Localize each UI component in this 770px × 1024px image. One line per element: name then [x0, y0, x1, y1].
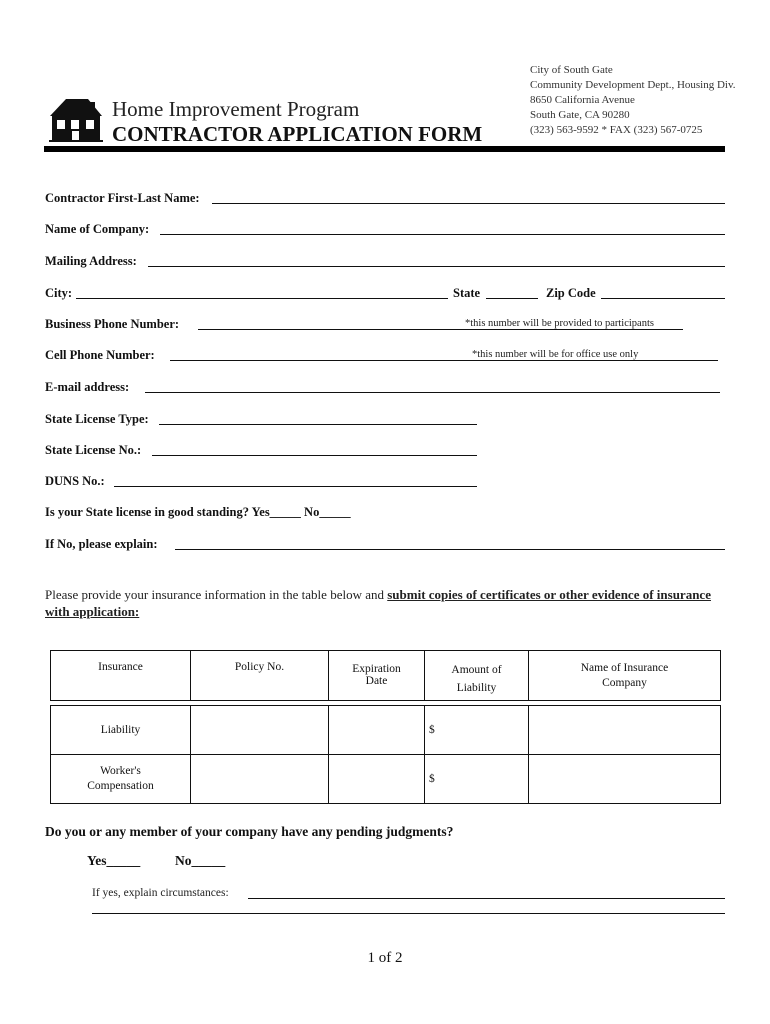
- insurance-table: [50, 650, 721, 804]
- header-expiration-date: Expiration Date: [329, 651, 425, 701]
- mailing-address-label: Mailing Address:: [45, 254, 137, 268]
- address-line: Community Development Dept., Housing Div.: [530, 79, 736, 91]
- company-label: Name of Company:: [45, 222, 150, 236]
- license-no-field[interactable]: [152, 455, 477, 456]
- state-label: State: [453, 286, 481, 300]
- insurance-company-cell[interactable]: [529, 755, 721, 804]
- license-type-label: State License Type:: [45, 412, 149, 426]
- judgments-explain-label: If yes, explain circumstances:: [92, 887, 229, 899]
- insurance-intro: Please provide your insurance information in the table below and: [45, 587, 388, 602]
- page-number: 1 of 2: [367, 950, 403, 966]
- policy-no-cell[interactable]: [191, 755, 329, 804]
- zip-label: Zip Code: [546, 286, 596, 300]
- city-label: City:: [45, 286, 73, 300]
- insurance-company-cell[interactable]: [529, 706, 721, 755]
- header-divider: [44, 146, 725, 152]
- zip-field[interactable]: [601, 298, 725, 299]
- table-row: [51, 706, 721, 755]
- insurance-type-cell: Worker's Compensation: [51, 755, 191, 804]
- program-title: Home Improvement Program: [112, 97, 360, 121]
- address-line: 8650 California Avenue: [530, 94, 635, 106]
- table-row: [51, 755, 721, 804]
- judgments-no[interactable]: No_____: [175, 853, 226, 868]
- address-line: (323) 563-9592 * FAX (323) 567-0725: [530, 124, 703, 136]
- insurance-instructions: [45, 586, 730, 620]
- judgments-explain-field[interactable]: [248, 898, 725, 899]
- insurance-type-cell: Liability: [51, 706, 191, 755]
- explain-label: If No, please explain:: [45, 537, 158, 551]
- insurance-intro-emphasis: submit copies of certificates or other evidence of insurance with application:: [45, 587, 711, 619]
- cell-phone-label: Cell Phone Number:: [45, 348, 155, 362]
- cell-phone-note: *this number will be for office use only: [472, 349, 639, 360]
- license-type-field[interactable]: [159, 424, 477, 425]
- business-phone-label: Business Phone Number:: [45, 317, 180, 331]
- business-phone-note: *this number will be provided to participants: [465, 318, 654, 329]
- company-field[interactable]: [160, 234, 725, 235]
- mailing-address-field[interactable]: [148, 266, 725, 267]
- policy-no-cell[interactable]: [191, 706, 329, 755]
- contractor-name-label: Contractor First-Last Name:: [45, 191, 200, 205]
- address-line: City of South Gate: [530, 64, 613, 76]
- contractor-name-field[interactable]: [212, 203, 725, 204]
- address-line: South Gate, CA 90280: [530, 109, 630, 121]
- duns-field[interactable]: [114, 486, 477, 487]
- email-label: E-mail address:: [45, 380, 130, 394]
- city-field[interactable]: [76, 298, 448, 299]
- judgments-yes[interactable]: Yes_____: [87, 853, 141, 868]
- expiration-date-cell[interactable]: [329, 755, 425, 804]
- header-insurance-company: Name of Insurance Company: [529, 651, 721, 701]
- expiration-date-cell[interactable]: [329, 706, 425, 755]
- header-amount-of-liability: Amount of Liability: [425, 651, 529, 701]
- form-title: CONTRACTOR APPLICATION FORM: [112, 122, 483, 146]
- house-logo-icon: [48, 96, 104, 142]
- state-field[interactable]: [486, 298, 538, 299]
- judgments-explain-field-line2[interactable]: [92, 913, 725, 914]
- email-field[interactable]: [145, 392, 720, 393]
- license-no-label: State License No.:: [45, 443, 142, 457]
- explain-field[interactable]: [175, 549, 725, 550]
- good-standing-question[interactable]: Is your State license in good standing? Yes_____ No_____: [45, 505, 351, 519]
- amount-cell[interactable]: $: [425, 706, 529, 755]
- header-insurance: Insurance: [51, 651, 191, 701]
- judgments-question: Do you or any member of your company have any pending judgments?: [45, 824, 454, 839]
- duns-label: DUNS No.:: [45, 474, 105, 488]
- amount-cell[interactable]: $: [425, 755, 529, 804]
- header-policy-no: Policy No.: [191, 651, 329, 701]
- office-address: [530, 63, 736, 138]
